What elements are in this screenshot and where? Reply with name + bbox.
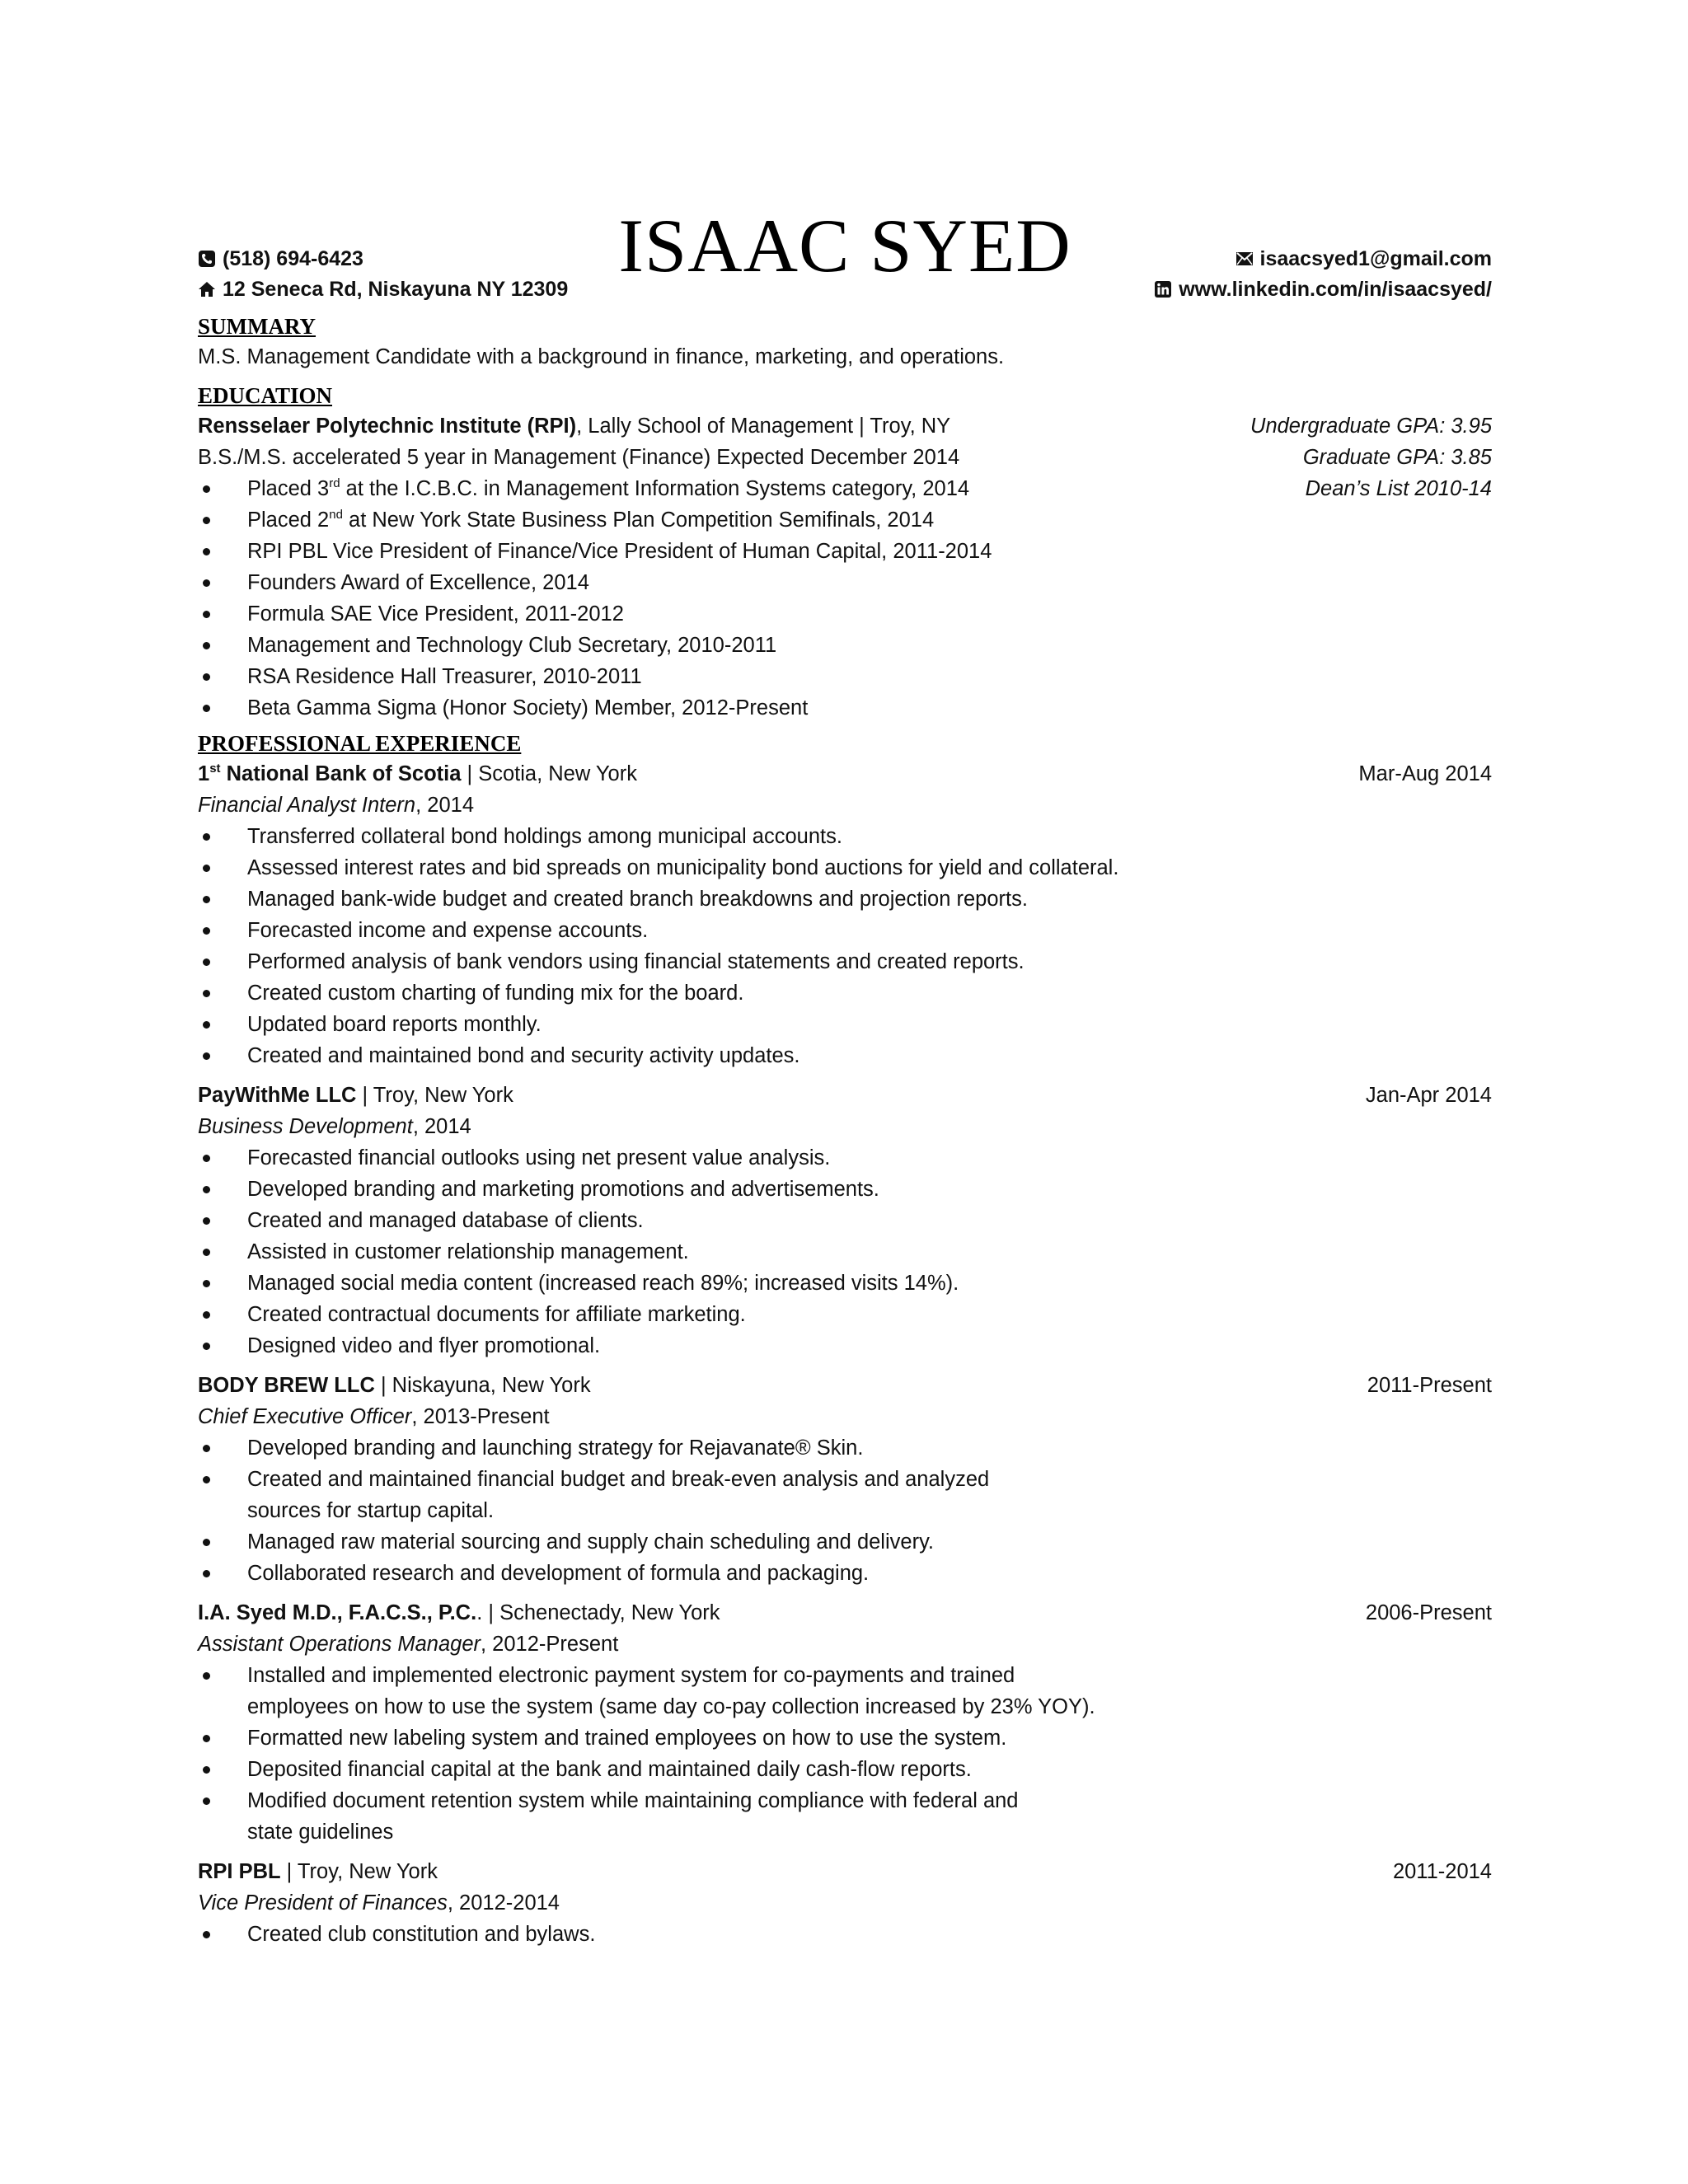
phone-icon [198,250,216,268]
job-bullet: Forecasted financial outlooks using net present value analysis. [198,1142,1492,1174]
job-dates: 2006-Present [1365,1601,1492,1624]
job-entry [198,1370,1492,1589]
education-bullets-wrap [198,473,1492,724]
envelope-icon [1236,250,1254,268]
company-location: | Troy, New York [280,1860,438,1883]
job-bullet: Managed raw material sourcing and supply chain scheduling and delivery. [198,1526,1492,1558]
school-name: Rensselaer Polytechnic Institute (RPI) [198,415,577,438]
job-dates: Jan-Apr 2014 [1365,1084,1492,1107]
education-school-line [198,410,1492,442]
experience-section [198,729,1492,1950]
job-bullets [198,821,1492,1071]
contact-phone [198,244,363,274]
job-role: Financial Analyst Intern, 2014 [198,794,475,817]
education-item: Management and Technology Club Secretary, 2010-2011 [198,630,1492,661]
candidate-name: ISAAC SYED [618,204,1071,288]
company-name: BODY BREW LLC [198,1374,375,1397]
job-bullet: Deposited financial capital at the bank and maintained daily cash-flow reports. [198,1754,1492,1785]
job-bullet: Forecasted income and expense accounts. [198,915,1492,946]
contact-email[interactable] [1236,244,1492,274]
company-name: I.A. Syed M.D., F.A.C.S., P.C. [198,1601,477,1624]
education-item: Formula SAE Vice President, 2011-2012 [198,598,1492,630]
job-bullet: Modified document retention system while maintaining compliance with federal and state guidelines [198,1785,1492,1848]
job-header [198,1597,1492,1629]
job-bullets [198,1142,1492,1361]
job-role: Assistant Operations Manager, 2012-Present [198,1633,619,1656]
job-bullet: Managed bank-wide budget and created branch breakdowns and projection reports. [198,883,1492,915]
contact-address [198,274,568,304]
home-icon [198,280,216,298]
education-section [198,381,1492,724]
summary-text: M.S. Management Candidate with a background in finance, marketing, and operations. [198,345,1005,368]
job-bullet: Updated board reports monthly. [198,1009,1492,1040]
job-bullet: Created and maintained financial budget and break-even analysis and analyzed sources for startup capital. [198,1464,1492,1526]
job-dates: 2011-2014 [1392,1860,1492,1883]
education-item: Beta Gamma Sigma (Honor Society) Member, 2012-Present [198,692,1492,724]
school-details: , Lally School of Management | Troy, NY [576,415,951,438]
job-role: Business Development, 2014 [198,1115,471,1138]
company-name: RPI PBL [198,1860,281,1883]
contact-linkedin[interactable] [1154,274,1492,304]
email-text[interactable]: isaacsyed1@gmail.com [1259,247,1492,270]
job-bullet: Developed branding and marketing promotions and advertisements. [198,1174,1492,1205]
job-role: Chief Executive Officer, 2013-Present [198,1405,550,1428]
summary-heading: SUMMARY [198,314,316,339]
job-bullet: Assessed interest rates and bid spreads on municipality bond auctions for yield and collateral. [198,852,1492,883]
job-bullet: Designed video and flyer promotional. [198,1330,1492,1361]
job-bullet: Formatted new labeling system and trained employees on how to use the system. [198,1722,1492,1754]
job-bullet: Installed and implemented electronic payment system for co-payments and trained employees on how to use the system (same day co-pay collection increased by 23% YOY). [198,1660,1492,1722]
job-bullet: Collaborated research and development of formula and packaging. [198,1558,1492,1589]
job-bullets [198,1660,1492,1848]
job-bullets [198,1432,1492,1589]
education-heading: EDUCATION [198,383,333,408]
job-entry [198,1597,1492,1848]
job-dates: Mar-Aug 2014 [1358,762,1492,785]
job-header [198,1856,1492,1887]
company-name: 1st National Bank of Scotia [198,762,462,785]
job-header [198,758,1492,790]
job-bullet: Managed social media content (increased reach 89%; increased visits 14%). [198,1268,1492,1299]
gpa-undergraduate: Undergraduate GPA: 3.95 [1250,415,1492,438]
phone-text: (518) 694-6423 [223,247,363,270]
job-bullets [198,1919,1492,1950]
education-item: Placed 3rd at the I.C.B.C. in Management Information Systems category, 2014 [198,473,1492,504]
experience-jobs [198,758,1492,1950]
education-degree-line [198,442,1492,473]
address-text: 12 Seneca Rd, Niskayuna NY 12309 [223,278,569,301]
gpa-graduate: Graduate GPA: 3.85 [1302,446,1492,469]
job-role: Vice President of Finances, 2012-2014 [198,1891,560,1915]
job-bullet: Performed analysis of bank vendors using financial statements and created reports. [198,946,1492,977]
job-bullet: Created club constitution and bylaws. [198,1919,1492,1950]
job-bullet: Created and maintained bond and security activity updates. [198,1040,1492,1071]
education-bullets [198,473,1492,724]
summary-section [198,312,1492,373]
job-header [198,1370,1492,1401]
job-bullet: Assisted in customer relationship management. [198,1236,1492,1268]
job-bullet: Developed branding and launching strategy for Rejavanate® Skin. [198,1432,1492,1464]
education-item: RSA Residence Hall Treasurer, 2010-2011 [198,661,1492,692]
company-location: | Scotia, New York [461,762,637,785]
degree-text: B.S./M.S. accelerated 5 year in Management (Finance) Expected December 2014 [198,446,960,469]
education-item: RPI PBL Vice President of Finance/Vice President of Human Capital, 2011-2014 [198,536,1492,567]
linkedin-icon [1154,280,1172,298]
job-header [198,1080,1492,1111]
job-entry [198,758,1492,1071]
job-bullet: Created and managed database of clients. [198,1205,1492,1236]
job-entry [198,1856,1492,1950]
experience-heading: PROFESSIONAL EXPERIENCE [198,731,522,756]
company-name: PayWithMe LLC [198,1084,357,1107]
job-dates: 2011-Present [1367,1374,1492,1397]
deans-list: Dean’s List 2010-14 [1305,477,1492,500]
education-item: Founders Award of Excellence, 2014 [198,567,1492,598]
resume-page [198,0,1492,2184]
education-item: Placed 2nd at New York State Business Plan Competition Semifinals, 2014 [198,504,1492,536]
job-bullet: Created contractual documents for affiliate marketing. [198,1299,1492,1330]
company-location: | Troy, New York [356,1084,513,1107]
job-entry [198,1080,1492,1361]
job-bullet: Transferred collateral bond holdings among municipal accounts. [198,821,1492,852]
company-location: | Niskayuna, New York [374,1374,591,1397]
company-location: . | Schenectady, New York [476,1601,720,1624]
linkedin-text[interactable]: www.linkedin.com/in/isaacsyed/ [1179,278,1492,301]
job-bullet: Created custom charting of funding mix for the board. [198,977,1492,1009]
